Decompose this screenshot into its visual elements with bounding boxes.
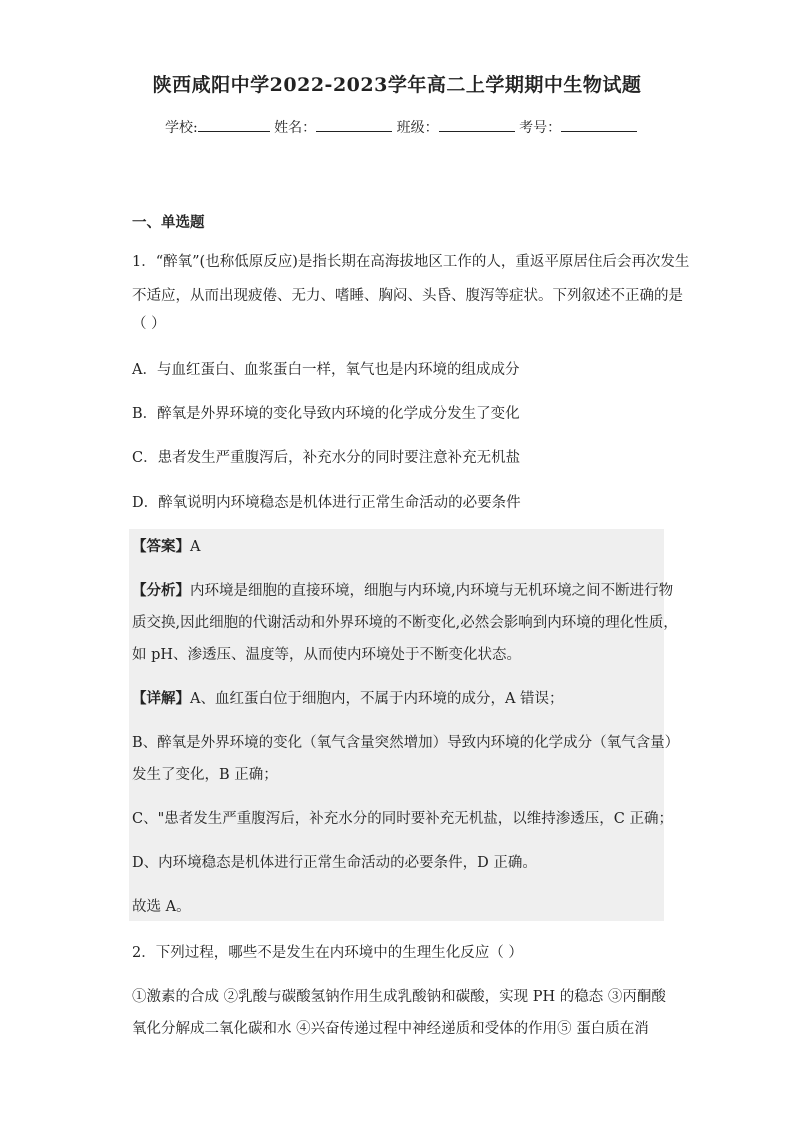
q1-option-b: B．醉氧是外界环境的变化导致内环境的化学成分发生了变化 xyxy=(132,406,520,422)
q1-detail-line4: C、"患者发生严重腹泻后，补充水分的同时要补充无机盐，以维持渗透压，C 正确； xyxy=(132,811,673,827)
q1-option-c: C．患者发生严重腹泻后，补充水分的同时要注意补充无机盐 xyxy=(132,450,521,466)
page-title: 陕西咸阳中学2022-2023学年高二上学期期中生物试题 xyxy=(152,74,642,96)
school-label: 学校: xyxy=(165,120,198,136)
q2-stem: 2．下列过程，哪些不是发生在内环境中的生理生化反应（ ） xyxy=(132,945,523,961)
q1-analysis-line3: 如 pH、渗透压、温度等，从而使内环境处于不断变化状态。 xyxy=(132,647,522,663)
q1-answer xyxy=(132,530,664,564)
q1-detail-line5: D、内环境稳态是机体进行正常生命活动的必要条件，D 正确。 xyxy=(132,855,537,871)
q2-items-line1: ①激素的合成 ②乳酸与碳酸氢钠作用生成乳酸钠和碳酸，实现 PH 的稳态 ③丙酮酸 xyxy=(132,989,666,1005)
name-blank[interactable] xyxy=(316,117,392,132)
q1-detail-line1 xyxy=(132,682,664,716)
q1-conclusion: 故选 A。 xyxy=(132,899,191,915)
answer-value: A xyxy=(190,539,201,555)
student-info-line xyxy=(165,117,637,137)
detail-tag: 【详解】 xyxy=(132,690,190,707)
q1-analysis-line1 xyxy=(132,574,674,608)
exam-no-label: 考号： xyxy=(519,120,562,136)
exam-no-blank[interactable] xyxy=(561,117,637,132)
class-blank[interactable] xyxy=(439,117,515,132)
q1-stem-line1: 1．“醉氧”(也称低原反应)是指长期在高海拔地区工作的人，重返平原居住后会再次发生 xyxy=(132,254,690,270)
q2-items-line2: 氧化分解成二氧化碳和水 ④兴奋传递过程中神经递质和受体的作用⑤ 蛋白质在消 xyxy=(132,1021,649,1037)
detail-text: A、血红蛋白位于细胞内，不属于内环境的成分，A 错误； xyxy=(190,691,564,707)
analysis-tag: 【分析】 xyxy=(132,582,190,599)
analysis-text: 内环境是细胞的直接环境，细胞与内环境,内环境与无机环境之间不断进行物 xyxy=(190,583,674,599)
q1-stem-line3: （ ） xyxy=(132,316,166,332)
section-title: 一、单选题 xyxy=(132,214,205,231)
q1-option-a: A．与血红蛋白、血浆蛋白一样，氧气也是内环境的组成成分 xyxy=(132,362,520,378)
answer-tag: 【答案】 xyxy=(132,538,190,555)
name-label: 姓名： xyxy=(274,120,317,136)
q1-stem-line2: 不适应，从而出现疲倦、无力、嗜睡、胸闷、头昏、腹泻等症状。下列叙述不正确的是 xyxy=(132,288,683,304)
q1-analysis-line2: 质交换,因此细胞的代谢活动和外界环境的不断变化,必然会影响到内环境的理化性质， xyxy=(132,615,678,631)
class-label: 班级： xyxy=(396,120,439,136)
q1-detail-line2: B、醉氧是外界环境的变化（氧气含量突然增加）导致内环境的化学成分（氧气含量） xyxy=(132,735,680,751)
q1-option-d: D．醉氧说明内环境稳态是机体进行正常生命活动的必要条件 xyxy=(132,495,521,511)
q1-detail-line3: 发生了变化，B 正确； xyxy=(132,767,278,783)
school-blank[interactable] xyxy=(198,117,270,132)
